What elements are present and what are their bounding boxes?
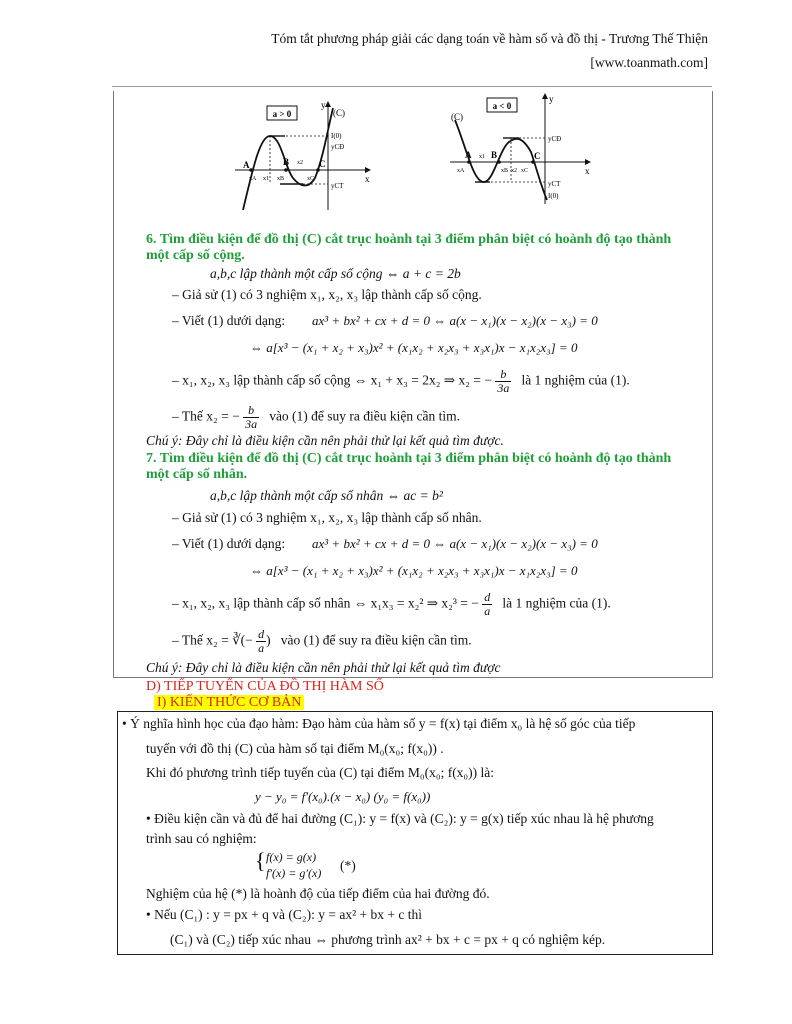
frac-den: a bbox=[258, 641, 265, 655]
graph-a-negative bbox=[445, 90, 595, 210]
section7-line5-a: – x₁, x₂, x₃ lập thành cấp số nhân ⇔ x₁x₃ = x₂² ⇒ x₂³ = − bbox=[172, 595, 479, 611]
graph-right-c: C bbox=[534, 151, 541, 161]
section6-line5 bbox=[172, 368, 630, 395]
header-website: [www.toanmath.com] bbox=[590, 55, 708, 70]
section7-line5 bbox=[172, 591, 611, 618]
section7-line5-b: là 1 nghiệm của (1). bbox=[502, 595, 611, 611]
section6-line3-eq: ax³ + bx² + cx + d = 0 ⇔ a(x − x₁)(x − x₂)(x − x₃) = 0 bbox=[312, 313, 598, 328]
boxd-p2: Khi đó phương trình tiếp tuyến của (C) tại điểm M₀(x₀; f(x₀)) là: bbox=[146, 765, 495, 780]
graph-right-x1: x1 bbox=[479, 154, 485, 160]
section6-line5-a: – x₁, x₂, x₃ lập thành cấp số cộng ⇔ x₁ + x₃ = 2x₂ ⇒ x₂ = − bbox=[172, 372, 492, 388]
graph-right-condition: a < 0 bbox=[492, 101, 512, 111]
graph-right-curve: (C) bbox=[451, 112, 463, 122]
frac-num: d bbox=[258, 627, 265, 641]
section7-line4: ⇔ a[x³ − (x₁ + x₂ + x₃)x² + (x₁x₂ + x₂x₃ + x₃x₁)x − x₁x₂x₃] = 0 bbox=[250, 563, 578, 578]
graph-right-xb: xB bbox=[501, 168, 509, 174]
section6-title-line1: 6. Tìm điều kiện để đồ thị (C) cắt trục hoành tại 3 điểm phân biệt có hoành độ tạo thành bbox=[146, 232, 672, 247]
section6-line1: a,b,c lập thành một cấp số cộng ⇔ a + c = 2b bbox=[210, 266, 461, 281]
boxd-sys1: f(x) = g(x) bbox=[266, 850, 317, 864]
graph-left-x: x bbox=[365, 174, 370, 184]
graph-right-y: y bbox=[549, 94, 554, 104]
section-d-subtitle bbox=[154, 695, 304, 711]
graph-right-x: x bbox=[585, 166, 590, 176]
frac-num: d bbox=[484, 590, 491, 604]
boxd-p4a: • Điều kiện cần và đủ để hai đường (C₁): y = f(x) và (C₂): y = g(x) tiếp xúc nhau là hệ phương bbox=[146, 811, 654, 826]
graph-left-y: y bbox=[321, 100, 326, 110]
boxd-p4b: trình sau có nghiệm: bbox=[146, 831, 257, 846]
section7-line5-frac bbox=[482, 591, 492, 618]
section6-line2: – Giả sử (1) có 3 nghiệm x₁, x₂, x₃ lập thành cấp số cộng. bbox=[172, 287, 482, 302]
graph-right-yct: yCT bbox=[548, 180, 561, 188]
graph-a-positive bbox=[225, 98, 375, 216]
section7-line2: – Giả sử (1) có 3 nghiệm x₁, x₂, x₃ lập thành cấp số nhân. bbox=[172, 510, 482, 525]
boxd-p7: (C₁) và (C₂) tiếp xúc nhau ⇔ phương trình ax² + bx + c = px + q có nghiệm kép. bbox=[170, 932, 606, 947]
boxd-p1a: • Ý nghĩa hình học của đạo hàm: Đạo hàm của hàm số y = f(x) tại điểm x₀ là hệ số góc của tiếp bbox=[122, 716, 636, 731]
section6-line6-a: – Thế x₂ = − bbox=[172, 408, 240, 424]
section7-title-line2: một cấp số nhân. bbox=[146, 467, 248, 482]
frac-num: b bbox=[243, 404, 259, 418]
graph-right-a: A bbox=[465, 150, 472, 160]
graph-left-curve: (C) bbox=[333, 108, 345, 118]
graph-left-c: C bbox=[319, 159, 326, 169]
section6-line6-frac bbox=[243, 404, 259, 431]
frac-den: 3a bbox=[497, 381, 510, 395]
frac-num: b bbox=[495, 368, 511, 382]
graph-right-i: I(0) bbox=[548, 192, 559, 200]
section7-note: Chú ý: Đây chỉ là điều kiện cần nên phải thử lại kết quả tìm được bbox=[146, 660, 501, 675]
section7-line6-frac bbox=[256, 628, 266, 655]
section7-title-line1: 7. Tìm điều kiện để đồ thị (C) cắt trục hoành tại 3 điểm phân biệt có hoành độ tạo thành bbox=[146, 451, 672, 466]
boxd-sysmark: (*) bbox=[340, 858, 356, 873]
graph-right-ycd: yCĐ bbox=[548, 135, 562, 143]
boxd-sys2: f′(x) = g′(x) bbox=[266, 866, 322, 880]
system-brace: { bbox=[255, 848, 266, 873]
graph-right-xa: xA bbox=[457, 168, 465, 174]
section7-line3-label: – Viết (1) dưới dạng: bbox=[172, 536, 286, 551]
section7-line6 bbox=[172, 628, 472, 655]
section-d-subtitle-highlight: I) KIẾN THỨC CƠ BẢN bbox=[154, 695, 304, 710]
section6-line5-b: là 1 nghiệm của (1). bbox=[521, 372, 630, 388]
graph-left-i: I(0) bbox=[331, 132, 342, 140]
section6-line6-b: vào (1) để suy ra điều kiện cần tìm. bbox=[269, 408, 461, 424]
graph-left-condition: a > 0 bbox=[272, 109, 292, 119]
graph-right-x2: x2 bbox=[511, 168, 517, 174]
boxd-p3: y − y₀ = f′(x₀).(x − x₀) (y₀ = f(x₀)) bbox=[255, 789, 431, 804]
header-title: Tóm tắt phương pháp giải các dạng toán về hàm số và đồ thị - Trương Thế Thiện bbox=[271, 31, 708, 46]
graph-left-x1: x1 bbox=[263, 176, 269, 182]
graph-left-b: B bbox=[283, 157, 290, 167]
boxd-p5: Nghiệm của hệ (*) là hoành độ của tiếp điểm của hai đường đó. bbox=[146, 886, 490, 901]
section6-line4: ⇔ a[x³ − (x₁ + x₂ + x₃)x² + (x₁x₂ + x₂x₃ + x₃x₁)x − x₁x₂x₃] = 0 bbox=[250, 340, 578, 355]
section6-line6 bbox=[172, 404, 460, 431]
frac-den: 3a bbox=[245, 417, 258, 431]
graph-right-xc: xC bbox=[521, 168, 529, 174]
graph-left-xa: xA bbox=[249, 176, 257, 182]
section6-line5-frac bbox=[495, 368, 511, 395]
graph-left-yct: yCT bbox=[331, 182, 344, 190]
section6-line3-label: – Viết (1) dưới dạng: bbox=[172, 313, 286, 328]
boxd-p1b: tuyến với đồ thị (C) của hàm số tại điểm M₀(x₀; f(x₀)) . bbox=[146, 741, 444, 756]
graph-left-a: A bbox=[243, 160, 250, 170]
graph-left-x2: x2 bbox=[297, 160, 303, 166]
section6-title-line2: một cấp số cộng. bbox=[146, 248, 245, 263]
frac-den: a bbox=[484, 604, 491, 618]
section6-note: Chú ý: Đây chỉ là điều kiện cần nên phải thử lại kết quả tìm được. bbox=[146, 433, 504, 448]
header-rule bbox=[112, 86, 712, 87]
graph-right-b: B bbox=[491, 150, 498, 160]
boxd-p6: • Nếu (C₁) : y = px + q và (C₂): y = ax² + bx + c thì bbox=[146, 907, 422, 922]
section7-line1: a,b,c lập thành một cấp số nhân ⇔ ac = b² bbox=[210, 488, 443, 503]
section7-line6-a: – Thế x₂ = ∛(− bbox=[172, 632, 253, 648]
section7-line3-eq: ax³ + bx² + cx + d = 0 ⇔ a(x − x₁)(x − x₂)(x − x₃) = 0 bbox=[312, 536, 598, 551]
section7-line6-close: ) bbox=[266, 632, 271, 648]
section-d-title: D) TIẾP TUYẾN CỦA ĐỒ THỊ HÀM SỐ bbox=[146, 679, 384, 694]
graph-left-xb: xB bbox=[277, 176, 285, 182]
section7-line6-b: vào (1) để suy ra điều kiện cần tìm. bbox=[280, 632, 472, 648]
graph-left-xc: xC bbox=[307, 176, 315, 182]
graph-left-ycd: yCĐ bbox=[331, 143, 345, 151]
